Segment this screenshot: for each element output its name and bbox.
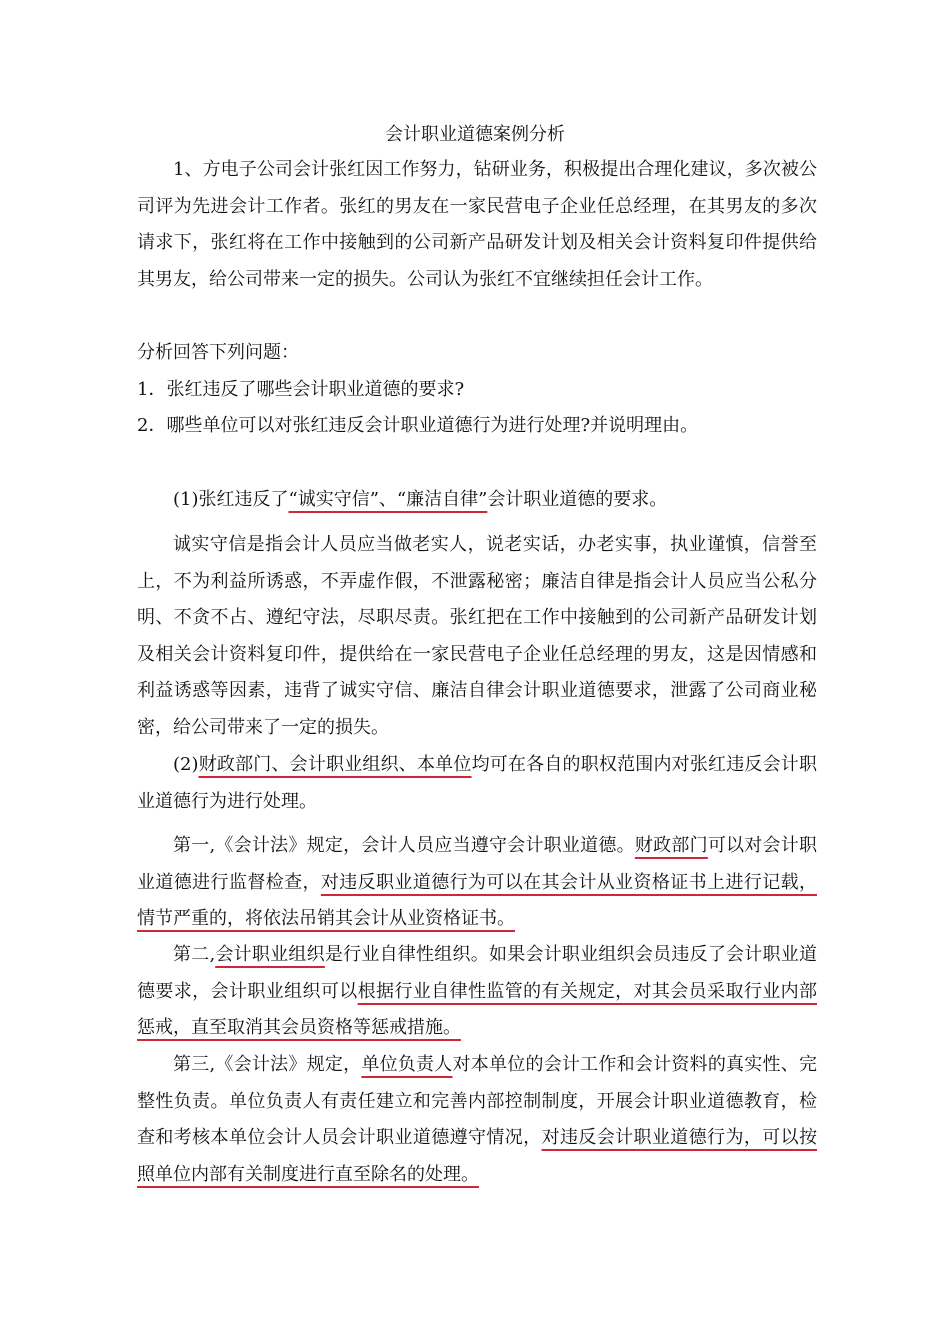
questions-intro: 分析回答下列问题： — [137, 342, 299, 363]
third-highlight-2: 对违反会计职业道德行为，可以按照单位内部有关制度进行直至除名的处理。 — [137, 1127, 818, 1185]
answer-2-highlight: 财政部门、会计职业组织、本单位 — [198, 754, 472, 775]
second-mid: 是行业自律性组织。如果会计职业组织会员违反了会计职业道德要求，会计职业组织可以 — [137, 944, 817, 1002]
explanation-paragraph — [137, 527, 817, 746]
third-pre: 第三,《会计法》规定， — [173, 1054, 362, 1075]
explanation-text: 诚实守信是指会计人员应当做老实人，说老实话，办老实事，执业谨慎，信誉至上，不为利益所诱惑，不弄虚作假，不泄露秘密；廉洁自律是指会计人员应当公私分明、不贪不占、遵纪守法，尽职尽责。张红把在工作中接触到的公司新产品研发计划及相关会计资料复印件，提供给在一家民营电子企业任总经理的男友，这是因情感和利益诱惑等因素，违背了诚实守信、廉洁自律会计职业道德要求，泄露了公司商业秘密，给公司带来了一定的损失。 — [137, 534, 817, 738]
third-highlight-1: 单位负责人 — [361, 1054, 453, 1075]
reason-third — [137, 1047, 817, 1193]
questions-section — [137, 335, 817, 445]
answer-1-highlight: “诚实守信”、“廉洁自律” — [288, 489, 488, 510]
page-title: 会计职业道德案例分析 — [385, 124, 565, 145]
first-highlight-1: 财政部门 — [634, 835, 708, 856]
reason-second — [137, 937, 817, 1047]
second-highlight-1: 会计职业组织 — [215, 944, 325, 965]
answer-2 — [137, 747, 817, 820]
case-text: 1、方电子公司会计张红因工作努力，钻研业务，积极提出合理化建议，多次被公司评为先进会计工作者。张红的男友在一家民营电子企业任总经理，在其男友的多次请求下，张红将在工作中接触到的公司新产品研发计划及相关会计资料复印件提供给其男友，给公司带来一定的损失。公司认为张红不宜继续担任会计工作。 — [137, 159, 817, 290]
third-mid: 对本单位的会计工作和会计资料的真实性、完整性负责。单位负责人有责任建立和完善内部控制制度，开展会计职业道德教育，检查和考核本单位会计人员会计职业道德遵守情况， — [137, 1054, 818, 1148]
second-highlight-2: 根据行业自律性监管的有关规定，对其会员采取行业内部惩戒，直至取消其会员资格等惩戒措施。 — [137, 980, 818, 1038]
reason-first — [137, 828, 817, 938]
answer-2-post: 均可在各自的职权范围内对张红违反会计职业道德行为进行处理。 — [137, 754, 818, 812]
second-pre: 第二, — [173, 944, 216, 965]
question-1: 1．张红违反了哪些会计职业道德的要求? — [137, 378, 465, 400]
first-mid: 可以对会计职业道德进行监督检查， — [137, 835, 817, 893]
first-highlight-2: 对违反职业道德行为可以在其会计从业资格证书上进行记载，情节严重的，将依法吊销其会计从业资格证书。 — [137, 871, 817, 929]
question-2: 2．哪些单位可以对张红违反会计职业道德行为进行处理?并说明理由。 — [137, 415, 699, 436]
answer-1-post: 会计职业道德的要求。 — [487, 489, 668, 510]
case-paragraph — [137, 152, 817, 298]
first-pre: 第一,《会计法》规定，会计人员应当遵守会计职业道德。 — [173, 835, 635, 856]
answer-1-pre: (1)张红违反了 — [173, 489, 289, 510]
answer-2-pre: (2) — [173, 754, 199, 775]
answer-1 — [137, 482, 817, 519]
